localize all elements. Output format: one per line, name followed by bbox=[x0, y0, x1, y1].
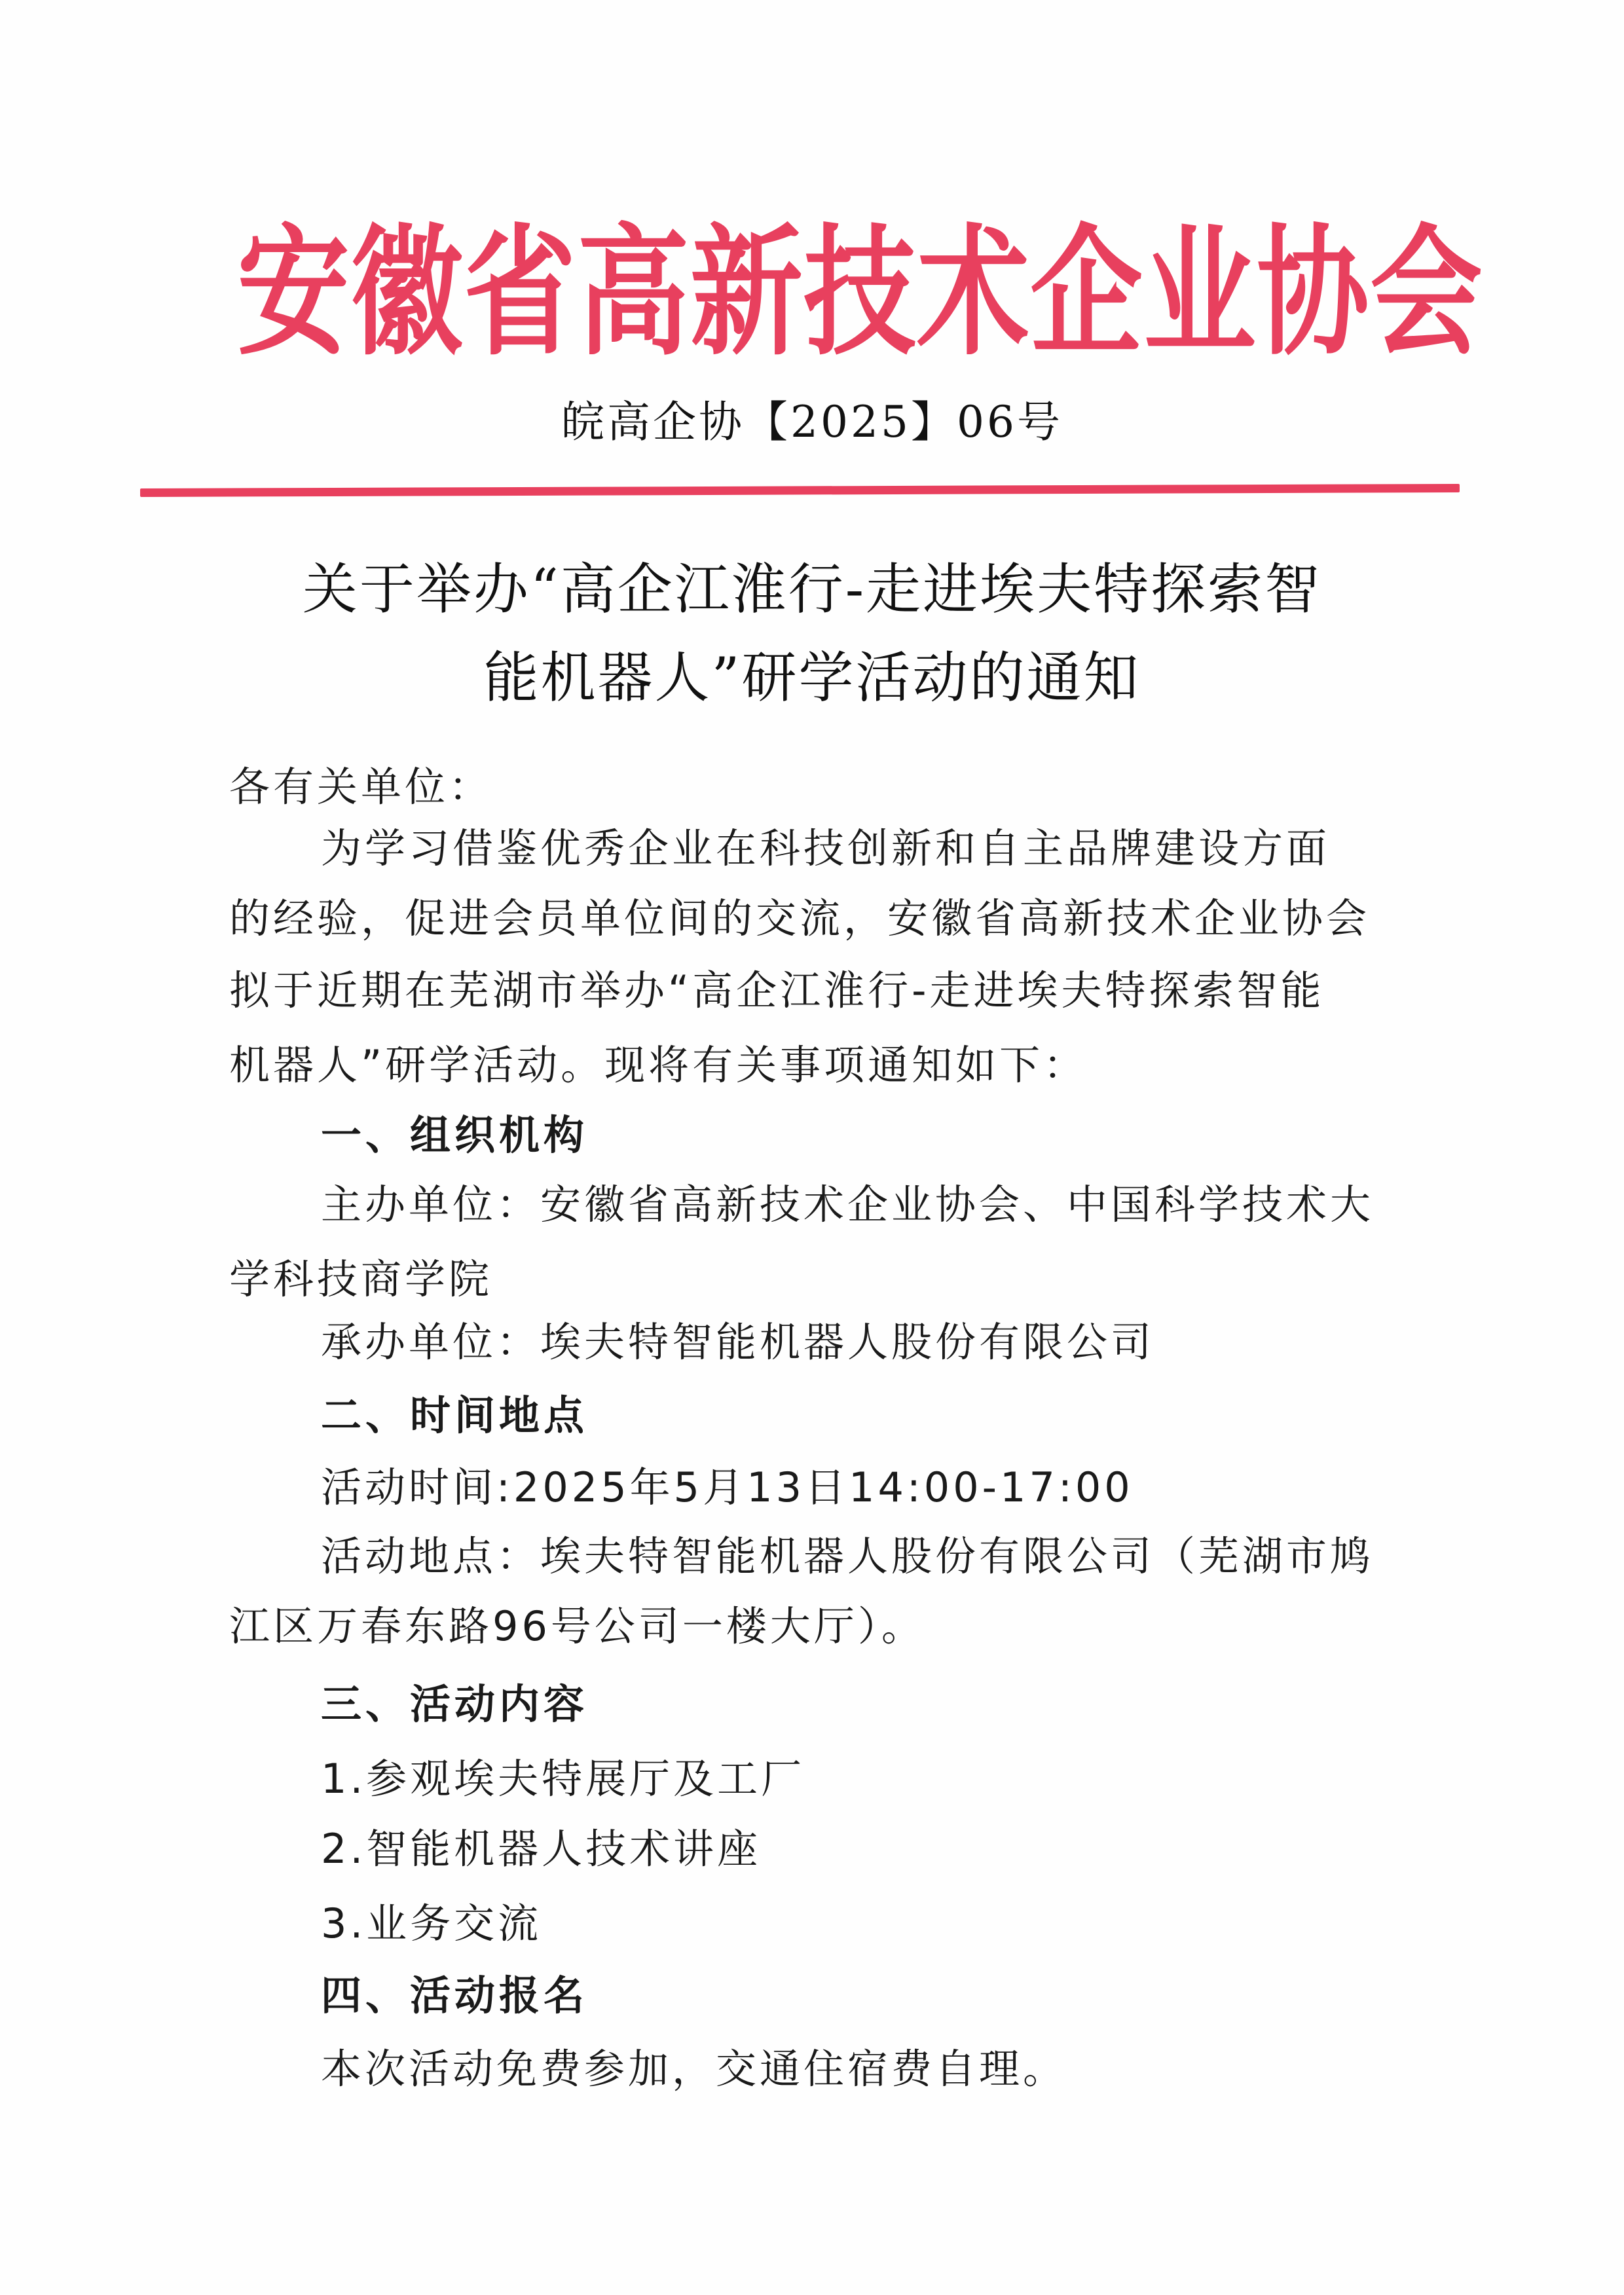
intro-paragraph-line: 拟于近期在芜湖市举办“高企江淮行-走进埃夫特探索智能 bbox=[229, 966, 1325, 1014]
intro-paragraph-line: 的经验，促进会员单位间的交流，安徽省高新技术企业协会 bbox=[229, 894, 1371, 942]
masthead-char: 徽 bbox=[350, 211, 463, 375]
masthead-char: 术 bbox=[917, 211, 1029, 375]
host-units-line: 学科技商学院 bbox=[229, 1255, 493, 1303]
masthead-char: 会 bbox=[1370, 211, 1483, 375]
masthead-char: 安 bbox=[237, 211, 350, 375]
masthead-char: 省 bbox=[464, 211, 576, 375]
event-place-line: 活动地点：埃夫特智能机器人股份有限公司（芜湖市鸠 bbox=[321, 1532, 1375, 1580]
masthead-char: 协 bbox=[1257, 211, 1369, 375]
event-place-line: 江区万春东路96号公司一楼大厅）。 bbox=[229, 1602, 925, 1650]
masthead-char: 新 bbox=[690, 211, 803, 375]
masthead-char: 业 bbox=[1143, 211, 1256, 375]
content-list-item: 1.参观埃夫特展厅及工厂 bbox=[321, 1755, 805, 1803]
document-number: 皖高企协【2025】06号 bbox=[561, 397, 1063, 447]
masthead-char: 企 bbox=[1030, 211, 1143, 375]
masthead-organization-name bbox=[226, 208, 1483, 378]
red-divider-rule bbox=[140, 484, 1460, 497]
registration-text: 本次活动免费参加，交通住宿费自理。 bbox=[321, 2045, 1067, 2093]
content-list-item: 2.智能机器人技术讲座 bbox=[321, 1825, 762, 1873]
notice-title-line-2: 能机器人”研学活动的通知 bbox=[483, 646, 1141, 710]
intro-paragraph-line: 机器人”研学活动。现将有关事项通知如下： bbox=[229, 1041, 1088, 1089]
section-heading-registration: 四、活动报名 bbox=[321, 1972, 589, 2019]
organizer-unit-line: 承办单位：埃夫特智能机器人股份有限公司 bbox=[321, 1318, 1155, 1366]
section-heading-time-place: 二、时间地点 bbox=[321, 1391, 589, 1439]
event-time-line: 活动时间:2025年5月13日14:00-17:00 bbox=[321, 1463, 1134, 1511]
host-units-line: 主办单位：安徽省高新技术企业协会、中国科学技术大 bbox=[321, 1181, 1375, 1228]
masthead-char: 技 bbox=[803, 211, 916, 375]
salutation: 各有关单位： bbox=[229, 763, 493, 811]
masthead-char: 高 bbox=[577, 211, 690, 375]
intro-paragraph-line: 为学习借鉴优秀企业在科技创新和自主品牌建设方面 bbox=[321, 824, 1331, 872]
notice-title-line-1: 关于举办“高企江淮行-走进埃夫特探索智 bbox=[302, 557, 1322, 621]
section-heading-content: 三、活动内容 bbox=[321, 1680, 589, 1728]
section-heading-organization: 一、组织机构 bbox=[321, 1111, 589, 1159]
content-list-item: 3.业务交流 bbox=[321, 1900, 542, 1947]
